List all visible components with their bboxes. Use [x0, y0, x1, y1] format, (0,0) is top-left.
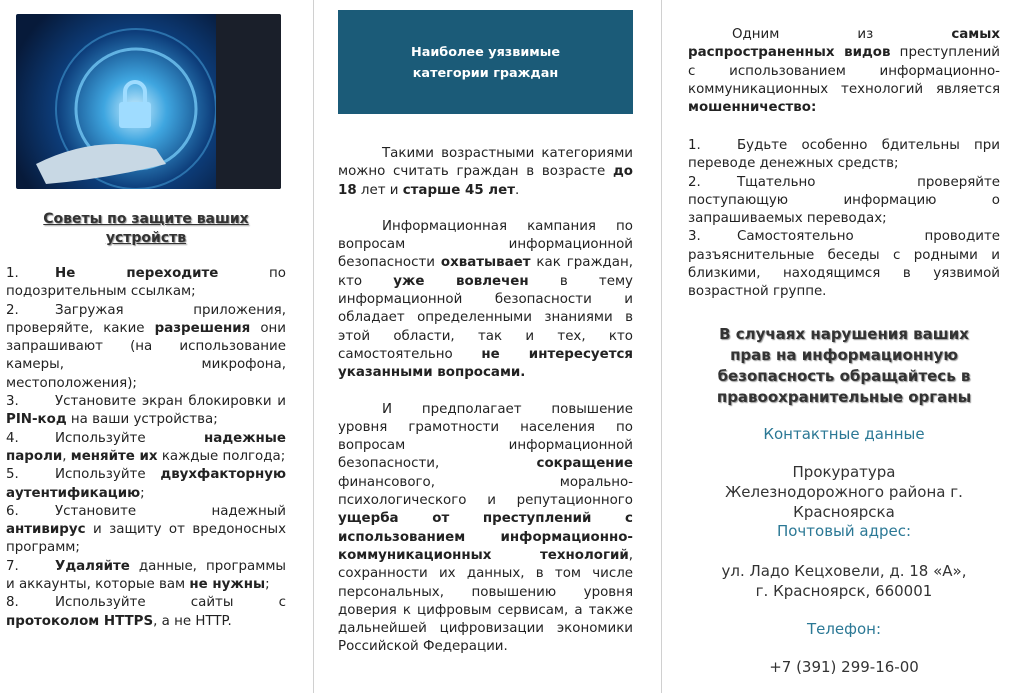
paragraph: [338, 145, 633, 200]
item-number: 3.: [6, 394, 19, 410]
text-segment: И предполагает повышение уровня грамотности населения по вопросам информационной безопасности,: [338, 401, 633, 472]
text-segment: протоколом HTTPS: [6, 613, 154, 629]
text-segment: Не переходите: [55, 266, 219, 281]
column-vulnerable: [338, 0, 633, 693]
text-segment: Установите надежный: [55, 503, 286, 519]
text-segment: финансового, морально-психологического и репутационного: [338, 474, 633, 509]
list-item: [6, 430, 286, 467]
text-segment: Тщательно проверяйте поступающую информацию о запрашиваемых переводах;: [688, 174, 1000, 227]
text-segment: охватывает: [440, 255, 531, 271]
text-segment: сокращение: [536, 456, 633, 472]
tips-list: [6, 265, 286, 631]
item-number: 1.: [688, 138, 701, 153]
list-item: [6, 558, 286, 595]
text-segment: антивирус: [6, 522, 86, 538]
item-number: 2.: [688, 174, 701, 190]
list-item: [688, 174, 1000, 229]
text-segment: на ваши устройства;: [66, 412, 218, 428]
list-item: [6, 503, 286, 558]
text-segment: меняйте их: [70, 448, 158, 464]
fraud-list: [688, 137, 1000, 302]
security-lock-image: [16, 14, 281, 189]
text-segment: ;: [140, 485, 145, 501]
list-item: [6, 466, 286, 503]
text-segment: до 18: [338, 164, 633, 198]
text-segment: как граждан, кто: [338, 255, 633, 289]
text-segment: они запрашивают (на использование камеры, микрофона, местоположения);: [6, 320, 286, 391]
text-segment: лет и: [356, 182, 403, 198]
item-number: 7.: [6, 558, 19, 574]
list-item: [6, 393, 286, 430]
text-segment: надежные пароли: [6, 430, 286, 464]
text-segment: и защиту от вредоносных программ;: [6, 522, 286, 556]
list-item: [688, 137, 1000, 174]
text-segment: Информационная кампания по вопросам информационной безопасности: [338, 218, 633, 271]
list-item: [688, 228, 1000, 301]
item-number: 5.: [6, 467, 19, 483]
paragraph: [338, 218, 633, 383]
text-segment: Используйте: [55, 467, 161, 483]
text-segment: в тему информационной безопасности и обладает определенными знаниями в этой области, так и тех, кто самостоятельно: [338, 273, 633, 362]
vulnerable-header: [338, 10, 633, 114]
postal-label: Почтовый адрес:: [776, 522, 912, 540]
column-divider: [661, 0, 662, 693]
text-segment: самых распространенных видов: [688, 27, 1000, 61]
item-number: 8.: [6, 595, 19, 611]
phone-label: Телефон:: [806, 620, 882, 638]
paragraph: [338, 401, 633, 657]
text-segment: PIN-код: [6, 412, 67, 428]
text-segment: преступлений с использованием информационно-коммуникационных технологий является: [688, 45, 1000, 97]
text-segment: ущерба от преступлений с использованием информационно-коммуникационных технологий: [338, 511, 633, 563]
text-segment: данные, программы и аккаунты, которые вам: [6, 558, 286, 593]
contacts-label: Контактные данные: [763, 425, 925, 443]
text-segment: , а не HTTP.: [153, 613, 232, 629]
item-number: 6.: [6, 503, 19, 519]
text-segment: Будьте особенно бдительны при переводе денежных средств;: [688, 138, 1000, 172]
column-fraud: [688, 0, 1000, 693]
item-number: 1.: [6, 266, 19, 281]
vulnerable-text: [338, 145, 633, 675]
postal-address: ул. Ладо Кецховели, д. 18 «А», г. Красноярск, 660001: [721, 562, 967, 600]
text-segment: Самостоятельно проводите разъяснительные беседы с родными и близкими, находящимся в уязвимой возрастной группе.: [688, 229, 1000, 300]
text-segment: ;: [265, 577, 270, 593]
notice: В случаях нарушения ваших прав на информационную безопасность обращайтесь в правоохранительные органы: [716, 325, 972, 406]
text-segment: не интересуется указанными вопросами.: [338, 346, 633, 381]
item-number: 3.: [688, 229, 701, 245]
item-number: 4.: [6, 430, 19, 446]
text-segment: Используйте сайты с: [55, 595, 286, 611]
tips-title: Советы по защите ваших устройств: [43, 211, 249, 246]
text-segment: .: [514, 182, 520, 198]
text-segment: старше 45 лет: [402, 182, 515, 198]
text-segment: Загружая приложения, проверяйте, какие: [6, 302, 286, 336]
text-segment: Такими возрастными категориями можно считать граждан в возрасте: [338, 146, 633, 180]
text-segment: Одним из: [732, 27, 952, 42]
text-segment: мошенничество:: [688, 100, 817, 116]
text-segment: Используйте: [55, 430, 205, 446]
list-item: [6, 302, 286, 393]
text-segment: двухфакторную аутентификацию: [6, 467, 286, 501]
text-segment: по подозрительным ссылкам;: [6, 266, 286, 300]
text-segment: не нужны: [189, 577, 266, 593]
item-number: 2.: [6, 302, 19, 318]
text-segment: , сохранности их данных, в том числе персональных, повышению уровня доверия к цифровым сервисам, а также дальнейшей цифровизации экономики Российской Федерации.: [338, 547, 633, 655]
text-segment: уже вовлечен: [393, 273, 529, 289]
text-segment: ,: [62, 448, 71, 464]
header-text: Наиболее уязвимые категории граждан: [411, 45, 560, 81]
column-device-tips: [6, 0, 286, 693]
organization: Прокуратура Железнодорожного района г. Красноярска: [725, 463, 963, 521]
list-item: [6, 594, 286, 631]
text-segment: Удаляйте: [55, 558, 130, 574]
column-divider: [313, 0, 314, 693]
phone-number[interactable]: +7 (391) 299-16-00: [769, 658, 919, 676]
text-segment: Установите экран блокировки и: [55, 394, 286, 410]
list-item: [6, 265, 286, 302]
fraud-intro: [688, 26, 1000, 117]
text-segment: каждые полгода;: [157, 448, 286, 464]
text-segment: разрешения: [154, 320, 251, 336]
